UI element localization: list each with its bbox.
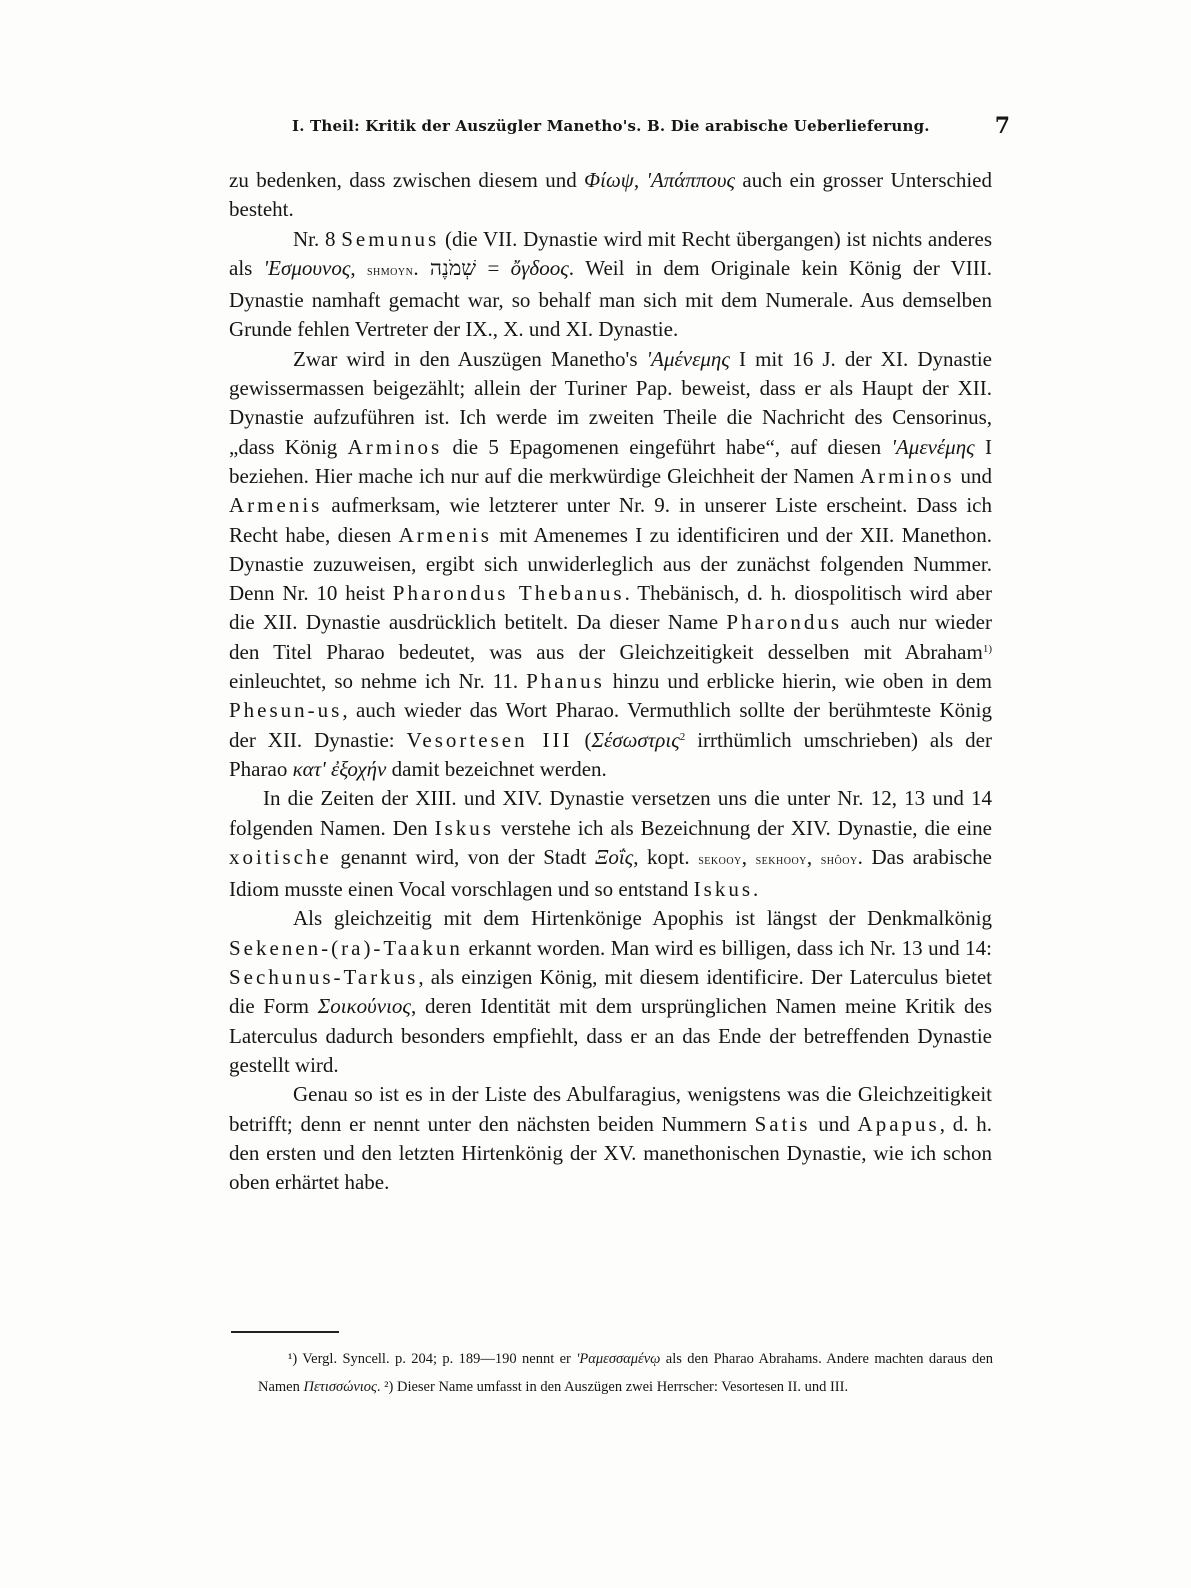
paragraph-6: Genau so ist es in der Liste des Abulfaragius, wenigstens was die Gleichzeitigkeit betrifft; denn er nennt unter den nächsten beiden Nummern Satis und Apapus, d. h. den ersten und den letzten Hirtenkönig der XV. manethonischen Dynastie, wie ich schon oben erhärtet habe.	[229, 1082, 993, 1195]
paragraph-3: Zwar wird in den Auszügen Manetho's 'Αμένεμης I mit 16 J. der XI. Dynastie gewissermassen beigezählt; allein der Turiner Pap. beweist, dass er als Haupt der XII. Dynastie aufzuführen ist. Ich werde im zweiten Theile die Nachricht des Censorinus, „dass König Arminos die 5 Epagomenen eingeführt habe“, auf diesen 'Αμενέμης I beziehen. Hier mache ich nur auf die merkwürdige Gleichheit der Namen Arminos und Armenis aufmerksam, wie letzterer unter Nr. 9. in unserer Liste erscheint. Dass ich Recht habe, diesen Armenis mit Amenemes I zu identificiren und der XII. Manethon. Dynastie zuzuweisen, ergibt sich unwiderleglich aus der zunächst folgenden Nummer. Denn Nr. 10 heist Pharondus Thebanus. Thebänisch, d. h. diospolitisch wird aber die XII. Dynastie ausdrücklich betitelt. Da dieser Name Pharondus auch nur wieder den Titel Pharao bedeutet, was aus der Gleichzeitigkeit desselben mit Abraham$^{1)}$ einleuchtet, so nehme ich Nr. 11. Phanus hinzu und erblicke hierin, wie oben in dem Phesun-us, auch wieder das Wort Pharao. Vermuthlich sollte der berühmteste König der XII. Dynastie: Vesortesen III (Σέσωστρις$^2$ irrthümlich umschrieben) als der Pharao κατ' ἐξοχήν damit bezeichnet werden.	[229, 346, 993, 781]
running-header	[240, 113, 1020, 143]
paragraph-2: Nr. 8 Semunus (die VII. Dynastie wird mit Recht übergangen) ist nichts anderes als 'Εσμουνος, shmoyn. שְׁמֹנֶה = ὄγδοος. Weil in dem Originale kein König der VIII. Dynastie namhaft gemacht war, so behalf man sich mit dem Numerale. Aus demselben Grunde fehlen Vertreter der IX., X. und XI. Dynastie.	[229, 226, 993, 342]
page-number: 7	[994, 113, 1010, 139]
footnotes	[258, 1346, 993, 1401]
paragraph-5: Als gleichzeitig mit dem Hirtenkönige Apophis ist längst der Denkmalkönig Sekenen-(ra)-Taakun erkannt worden. Man wird es billigen, dass ich Nr. 13 und 14: Sechunus-Tarkus, als einzigen König, mit diesem identificire. Der Laterculus bietet die Form Σοικούνιος, deren Identität mit dem ursprünglichen Namen meine Kritik des Laterculus dadurch besonders empfiehlt, dass er an das Ende der betreffenden Dynastie gestellt wird.	[229, 906, 992, 1077]
footnote-separator	[231, 1331, 339, 1333]
paragraph-1: zu bedenken, dass zwischen diesem und Φίωψ, 'Απάππους auch ein grosser Unterschied besteht.	[229, 168, 992, 222]
body-text	[229, 166, 992, 1197]
header-title: I. Theil: Kritik der Auszügler Manetho's. B. Die arabische Ueberlieferung.	[292, 117, 930, 135]
paragraph-4: In die Zeiten der XIII. und XIV. Dynastie versetzen uns die unter Nr. 12, 13 und 14 folgenden Namen. Den Iskus verstehe ich als Bezeichnung der XIV. Dynastie, die eine xoitische genannt wird, von der Stadt Ξοΐς, kopt. sekooy, sekhooy, shôoy. Das arabische Idiom musste einen Vocal vorschlagen und so entstand Iskus.	[229, 786, 993, 902]
footnote-text: ¹) Vergl. Syncell. p. 204; p. 189—190 nennt er 'Ραμεσσαμένῳ als den Pharao Abrahams. Andere machten daraus den Namen Πετισσώνιος. ²) Dieser Name umfasst in den Auszügen zwei Herrscher: Vesortesen II. und III.	[258, 1351, 993, 1395]
